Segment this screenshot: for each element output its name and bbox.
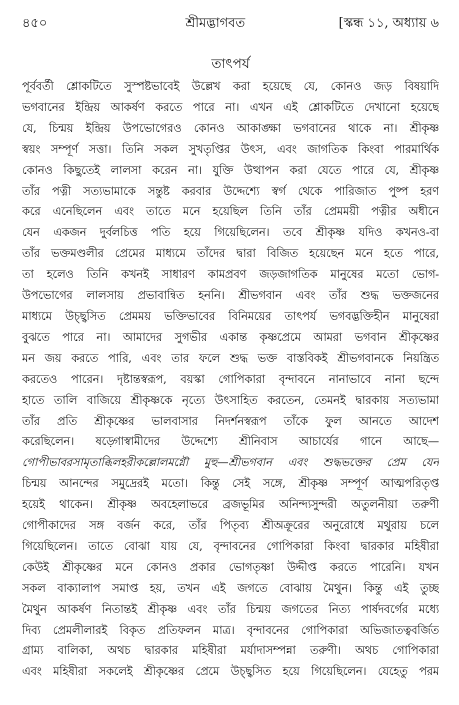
running-header — [22, 14, 439, 34]
text-line: মাধ্যমে উচ্ছ্বসিত প্রেমময় ভক্তিভাবের বিনিময়ের তাৎপর্য ভগবদ্ভক্তিহীন মানুষেরা — [22, 308, 439, 323]
text-line: করতেও পারেন। দৃষ্টান্তস্বরূপ, বয়স্কা গোপিকারা বৃন্দাবনে নানাভাবে নানা ছন্দে — [22, 371, 439, 386]
text-line: করেছিলেন। ষড়্গোস্বামীদের উদ্দেশ্যে শ্রীনিবাস আচার্যের গানে আছে— — [22, 434, 439, 449]
text-line: সকল বাক্যালাপ সমাপ্ত হয়, তখন এই জগতে বোঝায় মৈথুন। কিন্তু এই তুচ্ছ — [22, 580, 439, 595]
text-line: করে এনেছিলেন এবং তাতে মনে হয়েছিল তিনি তাঁর প্রেমময়ী পত্নীর অধীনে — [22, 204, 439, 219]
text-line: তাঁর প্রতি শ্রীকৃষ্ণের ভালবাসার নিদর্শনস্বরূপ তাঁকে ফুল আনতে আদেশ — [22, 413, 439, 428]
text-line: মন জয় করতে পারি, এবং তার ফলে শুদ্ধ ভক্ত বাস্তবিকই শ্রীভগবানকে নিয়ন্ত্রিত — [22, 350, 439, 365]
text-line: চিন্ময় আনন্দের সমুদ্রেরই মতো। কিন্তু সেই সঙ্গে, শ্রীকৃষ্ণ সম্পূর্ণ আত্মপরিতৃপ্ত — [22, 476, 439, 491]
text-line: হয়েই থাকেন। শ্রীকৃষ্ণ অবহেলাভরে ব্রজভূমির অনিন্দ্যসুন্দরী অতুলনীয়া তরুণী — [22, 497, 439, 512]
chapter-reference: [স্কন্ধ ১১, অধ্যায় ৬ — [338, 16, 439, 31]
text-line: ভগবানের ইন্দ্রিয় আকর্ষণ করতে পারে না। এখন এই শ্লোকটিতে দেখানো হয়েছে — [22, 99, 439, 114]
book-title: শ্রীমদ্ভাগবত — [185, 16, 246, 31]
text-line: হাতে তালি বাজিয়ে শ্রীকৃষ্ণকে নৃত্যে উৎসাহিত করতেন, তেমনই দ্বারকায় সত্যভামা — [22, 392, 439, 407]
text-line: উপভোগের লালসায় প্রভাবান্বিত হননি। শ্রীভগবান এবং তাঁর শুদ্ধ ভক্তজনের — [22, 288, 439, 303]
text-line: গোপীকাদের সঙ্গ বর্জন করে, তাঁর পিতৃব্য শ্রীঅক্রূরের অনুরোধে মথুরায় চলে — [22, 518, 439, 533]
text-line: যে, চিন্ময় ইন্দ্রিয় উপভোগেরও কোনও আকাঙ্ক্ষা ভগবানের থাকে না। শ্রীকৃষ্ণ — [22, 120, 439, 135]
text-line: গ্রাম্য বালিকা, অথচ দ্বারকার মহিষীরা মর্যাদাসম্পন্না তরুণী। অথচ গোপিকারা — [22, 643, 439, 658]
purport-text — [22, 76, 439, 682]
text-line: গিয়েছিলেন। তাতে বোঝা যায় যে, বৃন্দাবনের গোপিকারা কিংবা দ্বারকার মহিষীরা — [22, 538, 439, 553]
text-line: যেন একজন দুর্বলচিত্ত পতি হয়ে গিয়েছিলেন। তবে শ্রীকৃষ্ণ যদিও কখনও-বা — [22, 225, 439, 240]
text-line: তাঁর ভক্তমণ্ডলীর প্রেমের মাধ্যমে তাঁদের দ্বারা বিজিত হয়েছেন মনে হতে পারে, — [22, 246, 439, 261]
text-line: কোনও কিছুতেই লালসা করেন না। যুক্তি উত্থাপন করা যেতে পারে যে, শ্রীকৃষ্ণ — [22, 162, 439, 177]
page-number: ৪৫০ — [22, 16, 48, 31]
text-line: মৈথুন আকর্ষণ নিতান্তই শ্রীকৃষ্ণ এবং তাঁর চিন্ময় জগতের নিত্য পার্ষদবর্গের মধ্যে — [22, 601, 439, 616]
section-heading: তাৎপর্য — [211, 56, 250, 72]
text-line: তাঁর পত্নী সত্যভামাকে সন্তুষ্ট করবার উদ্দেশ্যে স্বর্গ থেকে পারিজাত পুষ্প হরণ — [22, 183, 439, 198]
text-line: দিব্য প্রেমলীলারই বিকৃত প্রতিফলন মাত্র। বৃন্দাবনের গোপিকারা অভিজাতত্ববর্জিত — [22, 622, 439, 637]
text-line: কেউই শ্রীকৃষ্ণের মনে কোনও প্রকার ভোগতৃষ্ণা উদ্দীপ্ত করতে পারেনি। যখন — [22, 559, 439, 574]
text-line: স্বয়ং সম্পূর্ণ সত্তা। তিনি সকল সুখতৃপ্তির উৎস, এবং জাগতিক কিংবা পারমার্থিক — [22, 141, 439, 156]
text-line: এবং মহিষীরা সকলেই শ্রীকৃষ্ণের প্রেমে উচ্ছ্বসিত হয়ে গিয়েছিলেন। যেহেতু পরম — [22, 664, 439, 679]
text-line-verse-quote: গোপীভাবরসামৃতাব্ধিলহরীকল্লোলমগ্নৌ মুহু—শ্রীভগবান এবং শুদ্ধভক্তের প্রেম যেন — [22, 455, 439, 470]
text-line: বুঝতে পারে না। আমাদের সুগভীর একান্ত কৃষ্ণপ্রেমে আমরা ভগবান শ্রীকৃষ্ণের — [22, 329, 439, 344]
text-line: পূর্ববর্তী শ্লোকটিতে সুস্পষ্টভাবেই উল্লেখ করা হয়েছে যে, কোনও জড় বিষয়াদি — [22, 79, 439, 93]
text-line: তা হলেও তিনি কখনই সাধারণ কামপ্রবণ জড়জাগতিক মানুষের মতো ভোগ- — [22, 267, 439, 282]
